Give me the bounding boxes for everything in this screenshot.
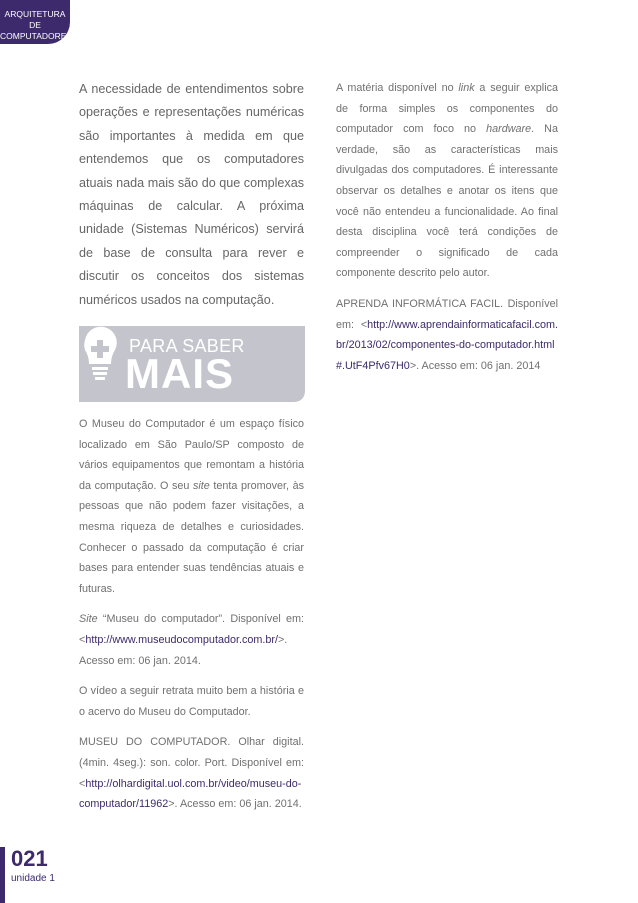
right-column [336, 78, 558, 386]
hardware-paragraph [336, 78, 558, 284]
aprenda-link[interactable]: http://www.aprendainformaticafacil.com.br/2013/02/componentes-do-computador.html#.UtF4Pfv67H0 [336, 318, 558, 372]
ref1-site-word: Site [79, 613, 98, 626]
ref3-text-post: >. Acesso em: 06 jan. 2014 [409, 359, 541, 372]
para-saber-mais-banner [79, 326, 305, 402]
hw-text-2: a seguir explica de forma simples os componentes do computador com foco no [336, 82, 558, 136]
museum-reference [79, 609, 304, 671]
museum-link[interactable]: http://www.museudocomputador.com.br/ [85, 634, 278, 646]
ref1-text-post: >. Acesso em: 06 jan. 2014. [79, 634, 288, 667]
ref1-text-pre: “Museu do computador”. Disponível em: < [79, 613, 304, 646]
museum-site-word: site [193, 479, 210, 492]
museum-paragraph [79, 414, 304, 599]
section-tab [0, 0, 73, 44]
hw-text-3: . Na verdade, são as características mais divulgadas dos computadores. É interessante observar os detalhes e anotar os itens que você não entendeu a funcionalidade. Ao final desta disciplina você terá condições de compreender o significado de cada componente descrito pelo autor. [336, 123, 558, 280]
page-number: 021 [11, 846, 48, 871]
banner-title-big: MAIS [125, 350, 234, 398]
section-title-line1: ARQUITETURA DE [4, 9, 66, 30]
page-number-bar [0, 847, 5, 903]
banner-title-small: PARA SABER [129, 336, 245, 357]
museum-text-post: tenta promover, às pessoas que não podem fazer visitações, a mesma riqueza de detalhes e curiosidades. Conhecer o passado da computação é criar bases para entender suas tendências atuais e futuras. [79, 479, 305, 595]
ref2-text-pre: MUSEU DO COMPUTADOR. Olhar digital. (4min. 4seg.): son. color. Port. Disponível em: < [79, 736, 304, 790]
video-paragraph: O vídeo a seguir retrata muito bem a história e o acervo do Museu do Computador. [79, 685, 304, 718]
ref3-text-pre: APRENDA INFORMÁTICA FACIL. Disponível em: < [336, 297, 558, 331]
section-title-line2: COMPUTADORES [0, 31, 73, 41]
video-link[interactable]: http://olhardigital.uol.com.br/video/museu-do-computador/11962 [79, 777, 302, 811]
unit-label: unidade 1 [11, 873, 55, 884]
hw-text-1: A matéria disponível no [336, 82, 459, 94]
video-reference [79, 732, 304, 814]
ref2-text-post: >. Acesso em: 06 jan. 2014. [168, 798, 302, 811]
link-word: link [458, 82, 475, 94]
intro-paragraph: A necessidade de entendimentos sobre operações e representações numéricas são importantes à medida em que entendemos que os computadores atuais nada mais são do que complexas máquinas de calcular. A próxima unidade (Sistemas Numéricos) servirá de base de consulta para rever e discutir os conceitos dos sistemas numéricos usados na computação. [79, 82, 304, 307]
hardware-word: hardware [486, 123, 532, 136]
museum-text-pre: O Museu do Computador é um espaço físico localizado em São Paulo/SP composto de vários equipamentos que remontam a história da computação. O seu [79, 418, 304, 492]
aprenda-reference [336, 294, 558, 376]
left-column [79, 78, 304, 825]
